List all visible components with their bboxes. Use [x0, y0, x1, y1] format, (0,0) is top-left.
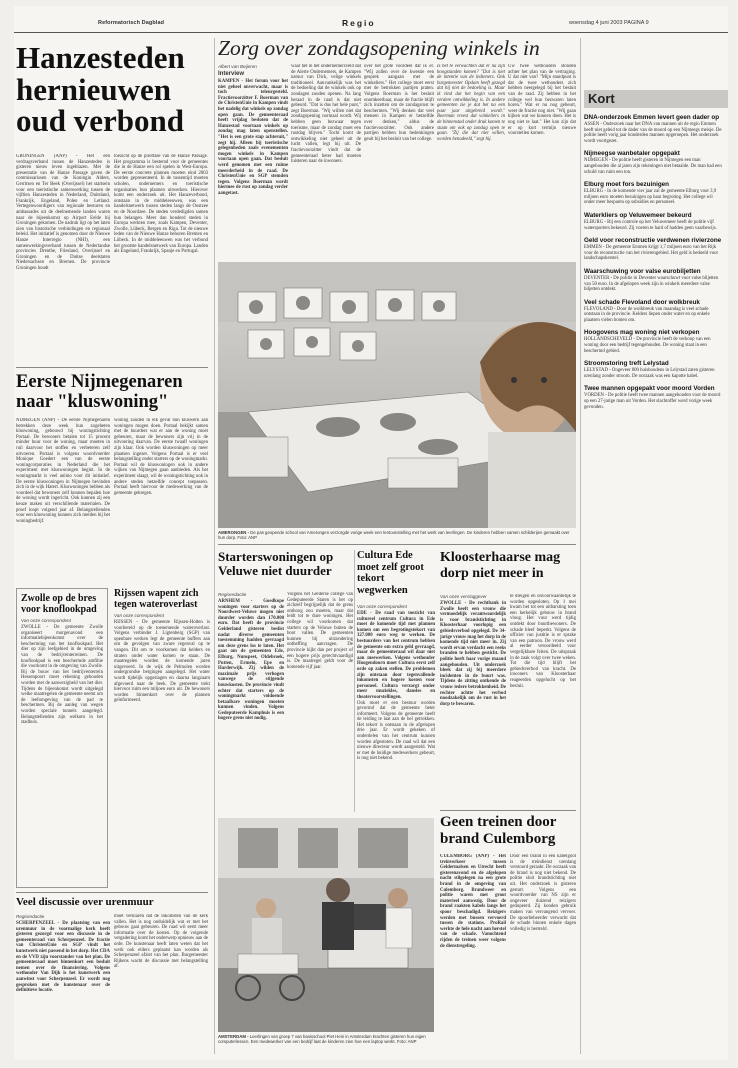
school-photo-caption	[218, 530, 576, 542]
kort-item	[584, 385, 722, 410]
urenmuur-byline: Regioredactie	[16, 914, 45, 919]
classroom-photo-credit: Foto: ANP	[396, 1039, 417, 1044]
kloosterhaar-col1	[440, 594, 506, 806]
kampen-col2	[291, 64, 361, 254]
school-photo-caption-text: De pas geopende school van Amerongen verzorgde vorige week een tentoonstelling met het werk van leerlingen. De kinderen hebben samen schilderijen gemaakt over hun dorp.	[218, 530, 570, 540]
classroom-photo-illustration	[218, 818, 434, 1032]
classroom-photo-caption-text: Leerlingen van groep 7 van basisschool Piet Hein in Amsterdam krachten gisteren hun eigen computerlessen. Een medewerker van een bedrijf laat de kinderen zien hoe een laptop werkt.	[218, 1034, 426, 1044]
rijssen-text: RIJSSEN - De gemeente Rijssen-Holten is voorbereid op de toenemende wateroverlast. Volgens verbinder J. Ligtenberg (SGP) van openbare werken legt de gemeente buffers aan om de gevolgen van zware regenval op te vangen. Dit om te voorkomen dat kelders en straten onder water komen te staan. De maatregelen worden de komende jaren uitgevoerd. In de wijk de Pelmolen worden ondergrondse bergingen aangelegd. Het water wordt tijdelijk opgeslagen en daarna langzaam afgevoerd naar de beek. De gemeente trekt hiervoor ruim een miljoen euro uit. De bewoners worden binnenkort over de plannen geïnformeerd.	[114, 620, 210, 704]
divider	[16, 367, 208, 368]
kort-item-title: Waterkliers op Veluwemeer bekeurd	[584, 211, 692, 219]
kort-item-title: Twee mannen opgepakt voor moord Vorden	[584, 385, 715, 393]
culemborg-col1	[440, 854, 506, 1054]
kloosterhaar-col2	[510, 594, 576, 806]
kloosterhaar-text-1: ZWOLLE - De rechtbank in Zwolle heeft een vrouw die vermoedelijk verantwoordelijk is voor brandstichting in Kloosterhaar voorlopig een gebiedsverbod opgelegd. De 34-jarige vrouw mag het dorp in de komende tijd niet meer in. Zij wordt ervan verdacht een reeks branden te hebben gesticht. De politie heeft haar vorige maand aangehouden. Uit onderzoek bleek dat zij bij meerdere incidenten in de buurt was. Tijdens de zitting ontkende de vrouw iedere betrokkenheid. De rechter achtte het verbod noodzakelijk om de rust in het dorp te bewaren.	[440, 601, 506, 707]
divider	[218, 544, 576, 545]
urenmuur-headline: Veel discussie over urenmuur	[16, 896, 154, 908]
kampen-col3	[364, 64, 434, 254]
zwolle-box	[16, 588, 108, 888]
nijmegen-text-1: NIJMEGEN (ANP) - De eerste Nijmegenaren betrekken deze week hun zogeheten kluswoning, gebouwd bij woningstichting Portaal. De bewoners betalen tot 15 procent minder huur voor de woning, maar moeten in ruil daarvoor het stoffen en verbeteren zelf uitvoeren. Portaal is volgens woordvoerder Monique Goedert een van de eerste woningcorporaties in Nederland die het experiment met kluswoningen begint. In de woningmarkt is veel animo voor dit initiatief. De eerste kluswoningen in Nijmegen bevinden zich in de wijk Hatert. Kluswoningen hebben als voordeel dat bewoners zelf kunnen bepalen hoe de woning wordt ingericht. Ook kunnen zij een keuze maken uit verschillende materialen. De proef loopt volgend jaar af. Belangstellenden voor een kluswoning kunnen zich melden bij het woningbedrijf.	[16, 418, 110, 524]
nijmegen-headline: Eerste Nijmegenaren naar "kluswoning"	[16, 372, 183, 412]
kort-item-title: Geld voor reconstructie verdwenen rivierzone	[584, 237, 722, 245]
kampen-col1	[218, 64, 288, 254]
culemborg-headline: Geen treinen door brand Culemborg	[440, 814, 557, 847]
kort-item-title: Hoogovens mag woning niet verkopen	[584, 329, 700, 337]
divider	[354, 550, 355, 812]
urenmuur-text-1: SCHERPENZEEL - De plaatsing van een urenmuur in de voormalige kerk heeft gisteren gezorgd voor een discussie in de gemeenteraad van Scherpenzeel. De fractie van ChristenUnie en SGP vindt het kunstwerk niet passend in het dorp. Het CDA en de VVD zijn voorstander van het plan. De gemeenteraad moet binnenkort een besluit nemen over de financiering. Volgens wethouder Van Dijk is het kunstwerk een aanwinst voor Scherpenzeel. Er wordt nog gesproken met de kunstenaar over de definitieve locatie.	[16, 921, 110, 994]
divider	[440, 810, 576, 811]
veluwe-headline-block	[218, 550, 352, 590]
kort-item	[584, 212, 722, 231]
kloosterhaar-text-2: te dreigen en onvoorwaardelijk te worden opgesloten. Op 1 mei kwam het tot een uitbarsting toen een kerkelijk gebouw in brand vloog. Het vuur werd tijdig ontdekt door buurtbewoners. De schade bleef beperkt. Volgens de officier van justitie is er sprake van een patroon. De vrouw werd al eerder veroordeeld voor vergelijkbare feiten. De uitspraak in de zaak volgt over twee weken. Tot die tijd blijft het gebiedsverbod van kracht. De inwoners van Kloosterhaar reageerden opgelucht op het besluit.	[510, 594, 576, 689]
kampen-headline-block	[218, 36, 574, 60]
cultura-headline: Cultura Ede moet zelf groot tekort wegwerken	[357, 550, 424, 596]
cultura-byline: Van onze correspondent	[357, 604, 407, 609]
kort-tab: Kort	[584, 90, 728, 108]
kort-item-text: DEVENTER - De politie in Deventer waarschuwt voor valse biljetten van 50 euro. In de afgelopen week zijn in winkels meerdere valse biljetten ontdekt.	[584, 275, 719, 293]
kloosterhaar-byline: Van onze verslaggever	[440, 594, 487, 599]
cultura-headline-block	[357, 550, 435, 604]
urenmuur-col2	[114, 914, 208, 1054]
kort-item-text: HOLLANDSCHEVELD - De provincie heeft de verkoop van een woning door een bedrijf tegengehouden. De woning staat in een beschermd gebied.	[584, 337, 711, 354]
kort-item-title: Elburg moet fors bezuinigen	[584, 181, 670, 189]
kort-item	[584, 237, 722, 262]
kort-item	[584, 150, 722, 175]
nijmegen-headline-block	[16, 372, 212, 416]
classroom-photo-caption-label: AMSTERDAM -	[218, 1034, 249, 1039]
kampen-text-2: waar het in het ondernemersveld dat de Alerte Ondernemers, de Kampen natuur van Dick, velige winkels traditioneel. Aanvankelijk was het de bedoeling dat de winkels ook op zondagen zouden openen. Na lang beraad in de raad is dat niet gebeurd. "Dat is dus het hele punt," zegt Boerman. "Wij willen niet dat zondagopening normaal wordt. Wij hebben geen bezwaar tegen toerisme, maar de zondag moet een rustdag blijven." Tocht komt de ontwikkeling niet geheel uit de lucht vallen, legt hij uit. De fractievoorzitter vindt dat de gemeenteraad beter had moeten luisteren naar de inwoners.	[291, 64, 361, 165]
school-photo-credit: Foto: ANP	[237, 535, 257, 540]
rijssen-headline: Rijssen wapent zich tegen wateroverlast	[114, 588, 199, 610]
nijmegen-text-2: woning zouden in elk geval hun kluswerk aan woningen mogen doen. Portaal bekijkt samen met de huurders wat er aan de woning moet gebeuren, maar de bewoners zijn vrij in de uitvoering daarvan. De eerste twaalf woningen zijn klaar. Ook worden kluswoningen op meer plaatsen ingezet. Volgens Portaal is er veel belangstelling onder starters op de woningmarkt. Portaal wil de kluswoningen ook in andere wijken van Nijmegen gaan aanbieden. Als het experiment slaagt, wil de woningstichting ook in andere steden hetzelfde concept toepassen. Portaal heeft hiervoor de medewerking van de gemeente gekregen.	[114, 418, 208, 496]
zwolle-headline: Zwolle op de bres voor knoflookpad	[21, 593, 97, 615]
kort-item	[584, 268, 722, 293]
kort-item-text: FLEVOLAND - Door de wolkbreuk van maandag is veel schade ontstaan in de provincie. Kelders liepen onder water en op enkele plaatsen vielen bomen om.	[584, 306, 710, 323]
kort-item-text: ASSEN - Onderzoek naar het DNA van mannen uit de regio Emmen heeft niet geleid tot de dader van de moord op een Nijmeegs meisje. De politie heeft vorig jaar honderden mannen opgeroepen. Het onderzoek wordt voortgezet.	[584, 122, 722, 144]
classroom-photo	[218, 818, 434, 1032]
kort-item-text: EMMEN - De gemeente Emmen krijgt 1,7 miljoen euro van het Rijk voor de reconstructie van het rivierengebied. Het geld is bedoeld voor landschapsherstel.	[584, 245, 719, 262]
veluwe-col1	[218, 592, 284, 812]
hanzesteden-col2	[114, 154, 208, 364]
section-name: Regio	[342, 18, 376, 28]
culemborg-text-1: CULEMBORG (ANP) - Het treinverkeer tussen Geldermalsen en Utrecht heeft gisterenavond en de afgelopen nacht stilgelegen na een grote brand in de omgeving van Culemborg. Brandweer en politie waren met groot materieel aanwezig. Door de brand raakten kabels langs het spoor beschadigd. Reizigers werden met bussen vervoerd tussen de stations. ProRail werkte de hele nacht aan herstel van de schade. Vanochtend rijden de treinen weer volgens de dienstregeling.	[440, 854, 506, 949]
kampen-text-1: KAMPEN - Het forum voor het niet geheel onverwacht, maar is toch teleurgesteld. Fractievoorzitter F. Boerman van de ChristenUnie in Kampen vindt het nadelig dat winkels op zondag open gaan. De gemeenteraad heeft vrijdag besloten dat de Hanzestad voortaan winkels op zondag mag laten openstellen. "Het is een grote stap achteruit," zegt hij. Alleen bij toeristische gelegenheden zoals evenementen mogen winkels in Kampen voortaan open gaan. Dat besluit werd genomen met een ruime meerderheid in de raad. De ChristenUnie en SGP stemden tegen. Volgens Boerman wordt hiermee de rust op zondag verder aangetast.	[218, 79, 288, 196]
hanzesteden-text-1: GRONINGEN (ANP) - Het een verdragsverband tussen de Hanzesteden is gisteren nieuw leven ingeblazen. Met de presentatie van de Hanze Passage gaven de commissarissen van de Koningin Alders, Gerritsen en Ter Beek (Overijssel) het startsein voor een toeristische samenwerking tussen de vijftien Hanzesteden in Nederland, Duitsland, Frankrijk, Engeland, Polen en Letland. Vertegenwoordigers van regionale besturen en ambassades uit de deelnemende landen waren naar de bijeenkomst op Airport Eelde bij Groningen gekomen. De nadruk ligt op het laten zien van historische verbindingen en regionaal beleid. Het initiatief is genomen door de Nieuwe Hanze Interregio (NHI), een samenwerkingsverband tussen de Nederlandse provincies Drenthe, Friesland, Overijssel en Groningen en de Duitse deelstaten Niedersachsen en Bremen. De provincie Groningen houdt	[16, 154, 110, 271]
kloosterhaar-headline: Kloosterhaarse mag dorp niet meer in	[440, 550, 561, 581]
kort-item-text: LELYSTAD - Ongeveer 800 huishoudens in Lelystad zaten gisteren urenlang zonder stroom. De oorzaak was een kapotte kabel.	[584, 368, 715, 379]
veluwe-text-2: Volgens het Gelderse college van Gedeputeerde Staten is het op zichzelf begrijpelijk dat de grens omhoog zou moeten, maar dat leidt tot te dure woningen. Het college wil voorkomen dat starters op de Veluwe buiten de boot vallen. De gemeenten kunnen bij uitzondering ontheffing aanvragen. De provincie kijkt dan per project of een hogere prijs gerechtvaardigd is. De maatregel geldt voor de komende vijf jaar.	[287, 592, 353, 670]
divider	[580, 38, 581, 1054]
divider	[16, 892, 208, 893]
kort-item-title: Waarschuwing voor valse eurobiljetten	[584, 267, 701, 275]
rijssen-byline: Van onze correspondent	[114, 613, 164, 618]
kort-item-text: NIJMEGEN - De politie heeft gisteren in Nijmegen een man aangehouden die al jaren zijn rekeningen niet betaalde. De man had een schuld van ruim een ton.	[584, 158, 722, 175]
school-photo-caption-label: AMERONGEN -	[218, 530, 250, 535]
cultura-text-2: Ook moet er een bestuur worden gevormd dat de gemeente beter informeert. Volgens de gemeente heeft de leiding te laat aan de bel getrokken. Het tekort is ontstaan in de afgelopen drie jaar. Er wordt gekeken of onderdelen van het centrum kunnen worden afgestoten. De raad wil dat een nieuwe directeur wordt aangesteld. Wat er met de huidige medewerkers gebeurt, is nog niet bekend.	[357, 700, 435, 762]
kort-item	[584, 329, 722, 354]
kampen-label: Interview	[218, 71, 245, 77]
kort-item	[584, 360, 722, 379]
cultura-text-1: EDE - De raad van toezicht van cultureel centrum Cultura in Ede moet de komende tijd met plannen komen om een begrotingstekort van 327.000 euro weg te werken. De bestuurders van het centrum hebben de gemeente om extra geld gevraagd, maar de gemeenteraad wil daar niet aan meewerken. Volgens wethouder Hoogendoorn moet Cultura eerst zelf orde op zaken stellen. De problemen zijn ontstaan door tegenvallende inkomsten en hogere kosten voor personeel. Cultura verzorgt onder meer muziekles, dansles en theatervoorstellingen.	[357, 611, 435, 700]
veluwe-col2	[287, 592, 353, 812]
kampen-byline: Albert van Beijeren	[218, 64, 257, 69]
veluwe-byline: Regioredactie	[218, 592, 247, 597]
zwolle-text: ZWOLLE - De gemeente Zwolle organiseert morgenavond een informatiebijeenkomst over de bescherming van het knoflookpad. Het dier op zijn leefgebied in de omgeving van de bedrijventerreinen. De knoflookpad is een beschermde amfibie die voorkomt in de omgeving van Zwolle. Bij de bouw van het bedrijventerrein Hessenpoort moet rekening gehouden worden met de aanwezigheid van het dier. Tijdens de bijeenkomst wordt uitgelegd welke maatregelen de gemeente neemt om de leefomgeving van de pad te beschermen. Bij de aanleg van wegen worden speciale tunnels aangelegd. Belangstellenden zijn welkom in het stadhuis.	[21, 625, 103, 726]
hanzesteden-text-2: toezicht op de pilotfase van de Hanze Passage. Het programma is bestemd voor de gemeentes die in de Hanze een rol spelen in West-Europa. De eerste concrete plannen moeten eind 2003 worden gepresenteerd. In de tussentijd moeten scholen, ondernemers en toeristische organisaties hun plannen uitwerken. Hierover komt een onderzoek uit. Het Hanzeverbond, ontstaan in de middeleeuwen, was een handelsnetwerk tussen steden langs de Oostzee en de Noordzee. De steden verdedigden samen hun belangen. Meer dan honderd steden in Europa werkten mee, zoals Kampen, Deventer, Zwolle, Lübeck, Bergen en Riga. Tot de nieuwe leden van de Nieuwe Hanze behoren Bremen en Lübeck. In de middeleeuwen was het verbond het grootste handelsnetwerk van Europa. Landen als Engeland, Frankrijk, Spanje en Portugal.	[114, 154, 208, 255]
urenmuur-headline-block	[16, 896, 212, 912]
masthead-rule	[14, 32, 728, 33]
kort-item	[584, 299, 722, 324]
cultura-col	[357, 604, 435, 812]
kort-item-text: VORDEN - De politie heeft twee mannen aangehouden voor de moord op een 27-jarige man uit Vorden. Het slachtoffer werd vorige week gevonden.	[584, 393, 721, 410]
school-photo	[218, 262, 576, 528]
divider	[214, 38, 215, 1054]
kort-item-text: ELBURG - Bij een controle op het Veluwemeer heeft de politie vijf watersporters bekeurd. Zij voeren te hard of hadden geen vaarbewijs.	[584, 219, 717, 231]
kort-item-title: Stroomstoring treft Lelystad	[584, 360, 669, 368]
kort-item-title: DNA-onderzoek Emmen levert geen dader op	[584, 114, 720, 121]
veluwe-text-1: ARNHEM - Goedkope woningen voor starters op de Noordwest-Veluwe mogen niet duurder worden dan 170.000 euro. Dat heeft de provincie Gelderland gisteren beslist nadat diverse gemeenten toestemming hadden gevraagd om deze grens los te laten. Het gaat om de gemeenten Ede, Elburg, Nunspeet, Oldebroek, Putten, Ermelo, Epe en Harderwijk. Zij wilden de maximale prijs verhogen vanwege de stijgende bouwkosten. De provincie vindt echter dat starters op de woningmarkt voldoende betaalbare woningen moeten kunnen vinden. Volgens Gedeputeerde Kamphuis is een hogere grens niet nodig.	[218, 599, 284, 722]
urenmuur-col1	[16, 914, 110, 1054]
zwolle-byline: Van onze correspondent	[21, 618, 71, 623]
kampen-text-5: Uw twee wethouders stonden achter het plan van de vertraging. U dat niet van? "Mijn standpunt is dat de twee wethouders zich hebben neergelegd bij het besluit van de raad. Zij hebben in het college wel hun bezwaren laten horen." Wat er nu nog gebeurt, weet de fractie nog niet. "Wij gaan kijken wat we kunnen doen. Het is nog niet te laat." Het kan zijn dat er op kort termijn nieuwe voorstellen komen.	[508, 64, 576, 137]
school-photo-illustration	[218, 262, 576, 528]
kampen-text-3: over het grote voordeel dat ik er. "Wij zullen over de kwestie een gesprek aangaan met de winkeliers." Het college moet eerst met de betrokken partijen praten. Volgens Boerman is het besluit onomkeerbaar, maar de fractie blijft zich inzetten om de zondagsrust te beschermen. "Wij denken dat veel mensen in Kampen er hetzelfde over denken," aldus de fractievoorzitter. Ook andere partijen hebben hun bedenkingen geuit bij het besluit van het college.	[364, 64, 434, 142]
classroom-photo-caption	[218, 1034, 434, 1056]
kloosterhaar-headline-block	[440, 550, 576, 592]
culemborg-col2	[510, 854, 576, 1054]
nijmegen-col2	[114, 418, 208, 578]
kort-column	[584, 114, 722, 1054]
hanzesteden-col1	[16, 154, 110, 364]
masthead	[14, 18, 728, 30]
kort-item	[584, 181, 722, 206]
paper-name: Reformatorisch Dagblad	[98, 20, 165, 26]
culemborg-headline-block	[440, 814, 576, 852]
hanzesteden-headline-block	[16, 42, 212, 150]
kampen-col5	[508, 64, 576, 254]
kort-item	[584, 114, 722, 144]
newspaper-page	[14, 6, 728, 1060]
urenmuur-text-2: moet verklaren dat de inkomsten van de kerk vallen. Het is nog onduidelijk wat er met het gebouw gaat gebeuren. De raad wil eerst meer informatie over de kosten. Op de volgende vergadering komt het onderwerp opnieuw aan de orde. De kunstenaar heeft laten weten dat het werk ook elders geplaatst kan worden als Scherpenzeel afziet van het plan. Burgemeester Rijkens wacht de discussie met belangstelling af.	[114, 914, 208, 970]
kort-item-text: ELBURG - In de komende vier jaar zal de gemeente Elburg voor 3,9 miljoen euro moeten bezuinigen op haar begroting. Het college wil onder meer besparen op subsidies en personeel.	[584, 189, 717, 206]
hanzesteden-headline: Hanzesteden hernieuwen oud verbond	[16, 42, 185, 139]
kampen-headline: Zorg over zondagsopening winkels in	[218, 36, 540, 60]
kampen-text-4: Is het te verwachten dat er na zijn hoogstanden komen? "Dat is niet de intentie van de indieners. Ook burgemeester Opdam heeft gezegd dat hij niet de bedoeling is. Maar ik vind dat het begin van een verdere ontwikkeling is. In andere gemeenten zie je dat het na een paar jaar uitgebreid wordt." Boerman vreest dat winkeliers in de binnenstad onder druk komen te staan om ook op zondag open te gaan. "Zij die dat niet willen, worden benadeeld," zegt hij.	[437, 64, 505, 142]
rijssen-article	[114, 588, 210, 888]
nijmegen-col1	[16, 418, 110, 578]
veluwe-headline: Starterswoningen op Veluwe niet duurder	[218, 550, 334, 578]
kort-item-title: Nijmeegse wanbetaler opgepakt	[584, 150, 680, 158]
culemborg-text-2: Door een brand in een kabelgoot is de treindienst urenlang verstoord geraakt. De oorzaak van de brand is nog niet bekend. De politie sluit brandstichting niet uit. Het onderzoek is gisteren gestart. Volgens een woordvoerder van NS zijn er ongeveer duizend reizigers gedupeerd. Zij konden gebruik maken van vervangend vervoer. De spoorbeheerder verwacht dat de schade binnen enkele dagen volledig is hersteld.	[510, 854, 576, 932]
kort-item-title: Veel schade Flevoland door wolkbreuk	[584, 298, 700, 306]
kampen-col4	[437, 64, 505, 254]
page-date: woensdag 4 juni 2003 PAGINA 9	[569, 20, 649, 26]
